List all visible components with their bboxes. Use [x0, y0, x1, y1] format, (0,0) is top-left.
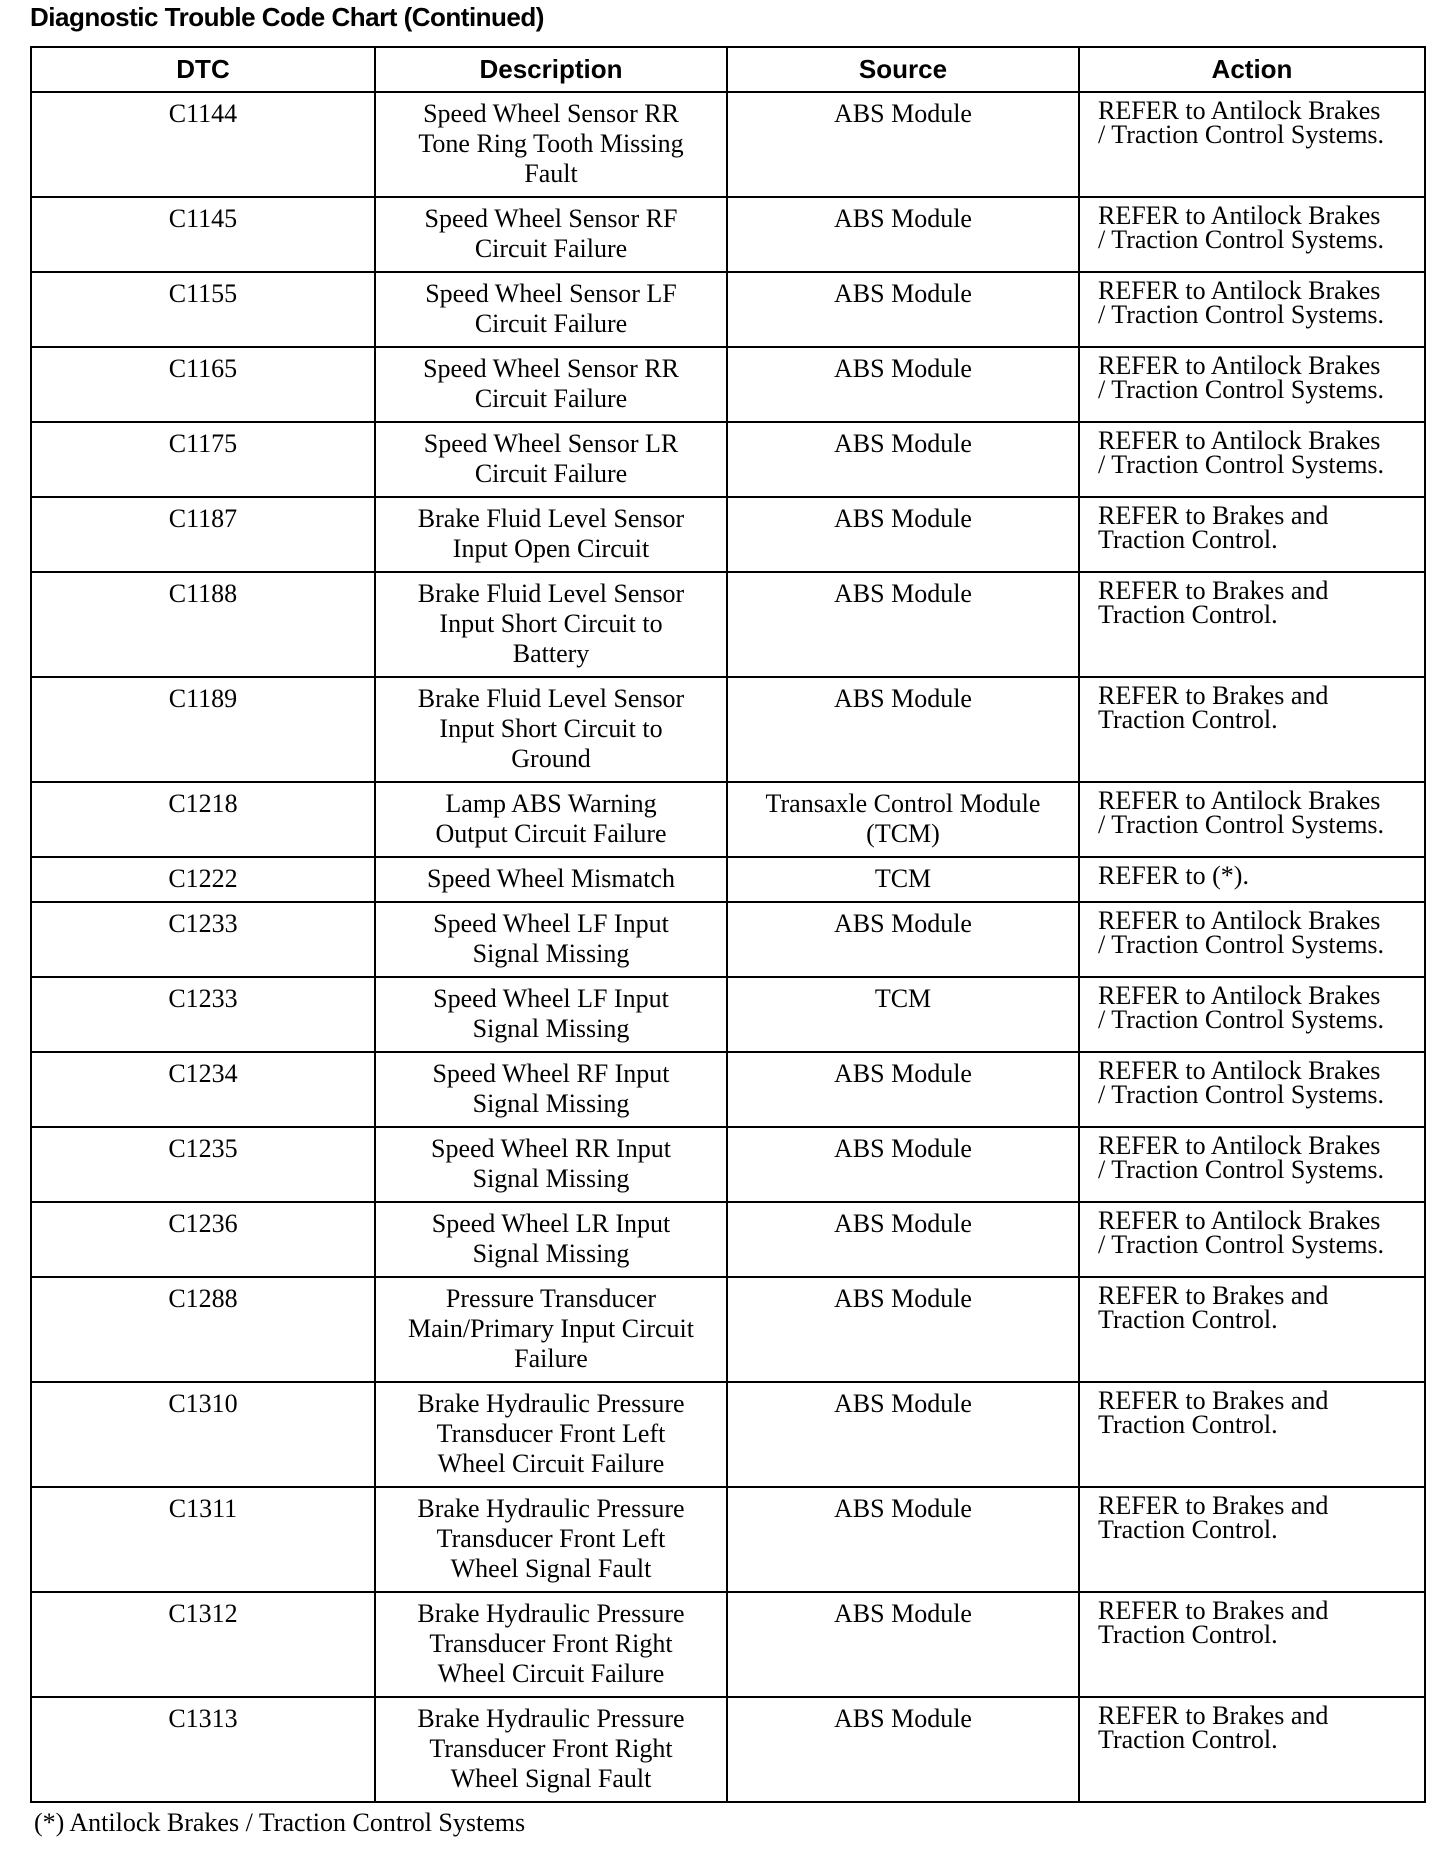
action-cell-line: / Traction Control Systems. — [1098, 1155, 1385, 1184]
table-row — [31, 977, 1425, 1052]
table-row — [31, 677, 1425, 782]
description-cell — [375, 1277, 727, 1382]
description-cell-line: Brake Fluid Level Sensor — [417, 504, 685, 533]
table-row — [31, 857, 1425, 902]
action-cell-line: REFER to (*). — [1098, 861, 1249, 890]
action-cell-line: Traction Control. — [1098, 705, 1278, 734]
description-cell-line: Wheel Circuit Failure — [437, 1449, 665, 1478]
table-row — [31, 347, 1425, 422]
source-cell — [727, 902, 1079, 977]
description-cell — [375, 1127, 727, 1202]
description-cell-line: Speed Wheel Sensor LR — [423, 429, 679, 458]
action-cell — [1079, 497, 1425, 572]
action-cell-line: Traction Control. — [1098, 1620, 1278, 1649]
table-row — [31, 1592, 1425, 1697]
description-cell — [375, 1697, 727, 1802]
header-source: Source — [727, 47, 1079, 92]
header-action: Action — [1079, 47, 1425, 92]
table-row — [31, 1277, 1425, 1382]
description-cell-line: Transducer Front Left — [436, 1419, 666, 1448]
description-cell — [375, 1592, 727, 1697]
description-cell-line: Signal Missing — [472, 1089, 630, 1118]
description-cell — [375, 857, 727, 902]
action-cell-line: REFER to Antilock Brakes — [1098, 906, 1381, 935]
action-cell — [1079, 1592, 1425, 1697]
table-row — [31, 422, 1425, 497]
dtc-cell: C1188 — [31, 572, 375, 677]
source-cell — [727, 272, 1079, 347]
description-cell — [375, 1202, 727, 1277]
dtc-cell: C1175 — [31, 422, 375, 497]
description-cell-line: Signal Missing — [472, 1014, 630, 1043]
action-cell — [1079, 1127, 1425, 1202]
description-cell-line: Transducer Front Right — [429, 1629, 673, 1658]
source-cell — [727, 1382, 1079, 1487]
table-row — [31, 92, 1425, 197]
action-cell-line: REFER to Brakes and — [1098, 1491, 1329, 1520]
action-cell — [1079, 422, 1425, 497]
source-cell-line: ABS Module — [834, 1389, 972, 1418]
action-cell-line: REFER to Antilock Brakes — [1098, 276, 1381, 305]
action-cell — [1079, 782, 1425, 857]
description-cell-line: Speed Wheel LF Input — [433, 909, 669, 938]
source-cell — [727, 1487, 1079, 1592]
dtc-cell: C1233 — [31, 977, 375, 1052]
action-cell-line: Traction Control. — [1098, 1305, 1278, 1334]
description-cell-line: Speed Wheel Sensor RR — [423, 354, 679, 383]
action-cell-line: REFER to Antilock Brakes — [1098, 1206, 1381, 1235]
description-cell — [375, 572, 727, 677]
source-cell-line: ABS Module — [834, 279, 972, 308]
description-cell — [375, 197, 727, 272]
action-cell-line: REFER to Brakes and — [1098, 501, 1329, 530]
table-body — [31, 92, 1425, 1802]
action-cell-line: Traction Control. — [1098, 1410, 1278, 1439]
table-row — [31, 902, 1425, 977]
source-cell — [727, 782, 1079, 857]
action-cell — [1079, 572, 1425, 677]
description-cell — [375, 422, 727, 497]
action-cell-line: / Traction Control Systems. — [1098, 120, 1385, 149]
action-cell-line: REFER to Antilock Brakes — [1098, 96, 1381, 125]
source-cell — [727, 1697, 1079, 1802]
description-cell-line: Output Circuit Failure — [435, 819, 667, 848]
action-cell — [1079, 92, 1425, 197]
action-cell-line: / Traction Control Systems. — [1098, 1005, 1385, 1034]
table-row — [31, 272, 1425, 347]
action-cell-line: REFER to Antilock Brakes — [1098, 1131, 1381, 1160]
action-cell — [1079, 1277, 1425, 1382]
source-cell-line: TCM — [874, 864, 932, 893]
action-cell-line: / Traction Control Systems. — [1098, 375, 1385, 404]
dtc-table — [30, 46, 1426, 1803]
action-cell — [1079, 1697, 1425, 1802]
dtc-cell: C1189 — [31, 677, 375, 782]
table-header-row — [31, 47, 1425, 92]
table-row — [31, 1487, 1425, 1592]
source-cell-line: ABS Module — [834, 1284, 972, 1313]
source-cell-line: ABS Module — [834, 429, 972, 458]
action-cell-line: / Traction Control Systems. — [1098, 1080, 1385, 1109]
description-cell-line: Circuit Failure — [474, 234, 628, 263]
source-cell-line: ABS Module — [834, 579, 972, 608]
dtc-cell: C1234 — [31, 1052, 375, 1127]
description-cell-line: Speed Wheel RF Input — [432, 1059, 670, 1088]
description-cell-line: Speed Wheel LF Input — [433, 984, 669, 1013]
dtc-cell: C1312 — [31, 1592, 375, 1697]
source-cell-line: ABS Module — [834, 1134, 972, 1163]
source-cell-line: TCM — [874, 984, 932, 1013]
description-cell-line: Fault — [524, 159, 578, 188]
action-cell — [1079, 902, 1425, 977]
source-cell-line: ABS Module — [834, 99, 972, 128]
description-cell-line: Battery — [512, 639, 590, 668]
dtc-cell: C1311 — [31, 1487, 375, 1592]
action-cell-line: / Traction Control Systems. — [1098, 1230, 1385, 1259]
action-cell — [1079, 977, 1425, 1052]
description-cell-line: Wheel Signal Fault — [450, 1554, 652, 1583]
description-cell-line: Input Open Circuit — [452, 534, 650, 563]
description-cell-line: Transducer Front Right — [429, 1734, 673, 1763]
source-cell — [727, 497, 1079, 572]
description-cell-line: Brake Hydraulic Pressure — [417, 1599, 685, 1628]
action-cell-line: / Traction Control Systems. — [1098, 450, 1385, 479]
description-cell-line: Circuit Failure — [474, 309, 628, 338]
source-cell — [727, 1127, 1079, 1202]
description-cell-line: Signal Missing — [472, 939, 630, 968]
description-cell-line: Wheel Signal Fault — [450, 1764, 652, 1793]
dtc-cell: C1165 — [31, 347, 375, 422]
source-cell — [727, 92, 1079, 197]
action-cell-line: Traction Control. — [1098, 1725, 1278, 1754]
action-cell — [1079, 272, 1425, 347]
action-cell — [1079, 347, 1425, 422]
dtc-cell: C1155 — [31, 272, 375, 347]
description-cell-line: Input Short Circuit to — [439, 609, 663, 638]
source-cell-line: ABS Module — [834, 1704, 972, 1733]
source-cell — [727, 1202, 1079, 1277]
action-cell-line: REFER to Antilock Brakes — [1098, 426, 1381, 455]
description-cell-line: Brake Hydraulic Pressure — [417, 1704, 685, 1733]
source-cell — [727, 977, 1079, 1052]
page-title: Diagnostic Trouble Code Chart (Continued) — [30, 2, 544, 32]
action-cell — [1079, 197, 1425, 272]
source-cell-line: ABS Module — [834, 684, 972, 713]
description-cell-line: Wheel Circuit Failure — [437, 1659, 665, 1688]
source-cell-line: ABS Module — [834, 1059, 972, 1088]
source-cell — [727, 1592, 1079, 1697]
table-row — [31, 1202, 1425, 1277]
dtc-cell: C1288 — [31, 1277, 375, 1382]
description-cell-line: Signal Missing — [472, 1164, 630, 1193]
source-cell — [727, 677, 1079, 782]
action-cell-line: Traction Control. — [1098, 1515, 1278, 1544]
action-cell-line: REFER to Brakes and — [1098, 576, 1329, 605]
action-cell-line: REFER to Brakes and — [1098, 1386, 1329, 1415]
table-row — [31, 572, 1425, 677]
description-cell-line: Speed Wheel Sensor RF — [424, 204, 678, 233]
action-cell-line: REFER to Antilock Brakes — [1098, 351, 1381, 380]
action-cell-line: / Traction Control Systems. — [1098, 225, 1385, 254]
source-cell-line: ABS Module — [834, 354, 972, 383]
description-cell-line: Speed Wheel RR Input — [431, 1134, 671, 1163]
table-row — [31, 1127, 1425, 1202]
description-cell — [375, 1382, 727, 1487]
source-cell-line: ABS Module — [834, 909, 972, 938]
source-cell — [727, 572, 1079, 677]
table-row — [31, 1052, 1425, 1127]
description-cell-line: Speed Wheel LR Input — [431, 1209, 671, 1238]
source-cell — [727, 1277, 1079, 1382]
description-cell-line: Brake Fluid Level Sensor — [417, 684, 685, 713]
source-cell-line: ABS Module — [834, 504, 972, 533]
description-cell — [375, 497, 727, 572]
source-cell — [727, 1052, 1079, 1127]
source-cell — [727, 347, 1079, 422]
description-cell — [375, 347, 727, 422]
action-cell-line: REFER to Brakes and — [1098, 1281, 1329, 1310]
description-cell-line: Input Short Circuit to — [439, 714, 663, 743]
description-cell-line: Circuit Failure — [474, 384, 628, 413]
source-cell-line: ABS Module — [834, 1209, 972, 1238]
dtc-cell: C1313 — [31, 1697, 375, 1802]
dtc-cell: C1218 — [31, 782, 375, 857]
table-row — [31, 497, 1425, 572]
action-cell-line: / Traction Control Systems. — [1098, 810, 1385, 839]
description-cell — [375, 902, 727, 977]
dtc-cell: C1144 — [31, 92, 375, 197]
description-cell — [375, 977, 727, 1052]
footnote: (*) Antilock Brakes / Traction Control Systems — [34, 1808, 526, 1837]
source-cell — [727, 197, 1079, 272]
description-cell-line: Lamp ABS Warning — [445, 789, 657, 818]
source-cell-line: ABS Module — [834, 1599, 972, 1628]
action-cell-line: REFER to Antilock Brakes — [1098, 786, 1381, 815]
action-cell — [1079, 1052, 1425, 1127]
action-cell-line: REFER to Brakes and — [1098, 1596, 1329, 1625]
header-description: Description — [375, 47, 727, 92]
action-cell-line: / Traction Control Systems. — [1098, 930, 1385, 959]
description-cell-line: Brake Fluid Level Sensor — [417, 579, 685, 608]
action-cell-line: REFER to Brakes and — [1098, 1701, 1329, 1730]
description-cell-line: Pressure Transducer — [445, 1284, 657, 1313]
action-cell-line: Traction Control. — [1098, 600, 1278, 629]
description-cell — [375, 677, 727, 782]
action-cell — [1079, 857, 1425, 902]
action-cell — [1079, 1487, 1425, 1592]
description-cell-line: Brake Hydraulic Pressure — [417, 1389, 685, 1418]
action-cell-line: / Traction Control Systems. — [1098, 300, 1385, 329]
header-dtc: DTC — [31, 47, 375, 92]
dtc-cell: C1187 — [31, 497, 375, 572]
table-row — [31, 782, 1425, 857]
action-cell-line: REFER to Antilock Brakes — [1098, 981, 1381, 1010]
description-cell-line: Speed Wheel Mismatch — [427, 864, 675, 893]
action-cell — [1079, 1382, 1425, 1487]
source-cell-line: ABS Module — [834, 204, 972, 233]
description-cell-line: Main/Primary Input Circuit — [408, 1314, 694, 1343]
source-cell — [727, 422, 1079, 497]
action-cell-line: REFER to Antilock Brakes — [1098, 1056, 1381, 1085]
description-cell-line: Speed Wheel Sensor LF — [425, 279, 677, 308]
description-cell — [375, 1487, 727, 1592]
description-cell — [375, 272, 727, 347]
table-row — [31, 1697, 1425, 1802]
description-cell-line: Failure — [514, 1344, 588, 1373]
description-cell-line: Speed Wheel Sensor RR — [423, 99, 679, 128]
dtc-cell: C1222 — [31, 857, 375, 902]
action-cell — [1079, 1202, 1425, 1277]
dtc-cell: C1235 — [31, 1127, 375, 1202]
source-cell-line: Transaxle Control Module — [765, 789, 1041, 818]
description-cell-line: Brake Hydraulic Pressure — [417, 1494, 685, 1523]
action-cell-line: REFER to Antilock Brakes — [1098, 201, 1381, 230]
action-cell-line: Traction Control. — [1098, 525, 1278, 554]
dtc-cell: C1233 — [31, 902, 375, 977]
description-cell — [375, 1052, 727, 1127]
dtc-cell: C1310 — [31, 1382, 375, 1487]
description-cell — [375, 92, 727, 197]
description-cell-line: Signal Missing — [472, 1239, 630, 1268]
source-cell-line: (TCM) — [866, 819, 940, 848]
dtc-cell: C1236 — [31, 1202, 375, 1277]
description-cell — [375, 782, 727, 857]
dtc-cell: C1145 — [31, 197, 375, 272]
description-cell-line: Ground — [511, 744, 591, 773]
source-cell-line: ABS Module — [834, 1494, 972, 1523]
action-cell-line: REFER to Brakes and — [1098, 681, 1329, 710]
source-cell — [727, 857, 1079, 902]
table-row — [31, 197, 1425, 272]
action-cell — [1079, 677, 1425, 782]
table-row — [31, 1382, 1425, 1487]
description-cell-line: Transducer Front Left — [436, 1524, 666, 1553]
description-cell-line: Circuit Failure — [474, 459, 628, 488]
description-cell-line: Tone Ring Tooth Missing — [418, 129, 684, 158]
